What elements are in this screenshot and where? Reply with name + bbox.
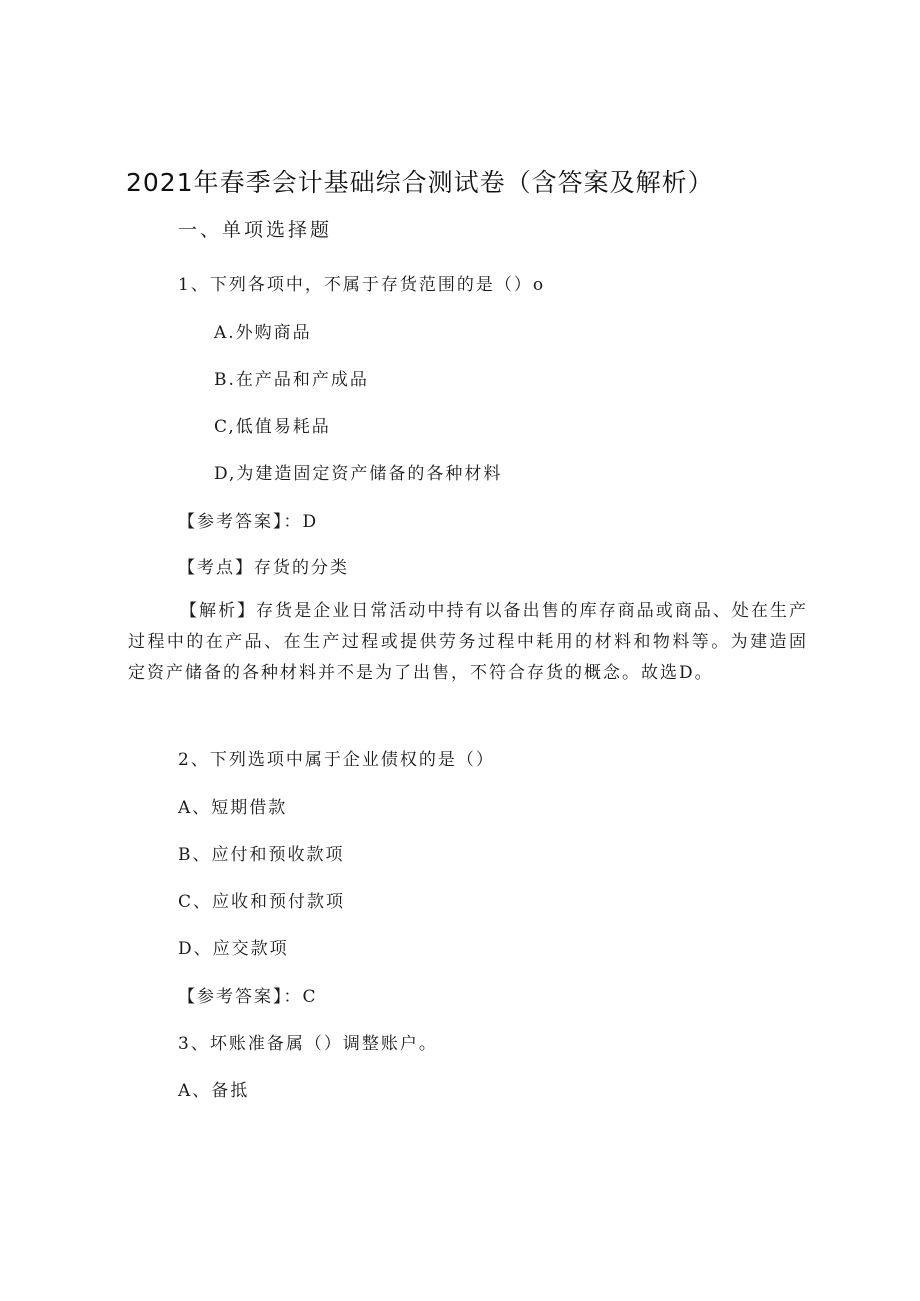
q3-option-a: A、备抵 — [178, 1081, 250, 1101]
question-1: 1、下列各项中，不属于存货范围的是（）o — [178, 275, 546, 295]
q1-option-d: D,为建造固定资产储备的各种材料 — [214, 464, 503, 484]
question-3: 3、坏账准备属（）调整账户。 — [178, 1034, 438, 1054]
q1-analysis-text: 【解析】存货是企业日常活动中持有以备出售的库存商品或商品、处在生产过程中的在产品、在生产过程或提供劳务过程中耗用的材料和物料等。为建造固定资产储备的各种材料并不是为了出售，不符合存货的概念。故选D。 — [128, 601, 808, 683]
question-2: 2、下列选项中属于企业债权的是（） — [178, 750, 495, 770]
q1-option-c: C,低值易耗品 — [214, 417, 331, 437]
q2-option-b: B、应付和预收款项 — [178, 845, 345, 865]
q2-option-c: C、应收和预付款项 — [178, 892, 346, 912]
q2-option-d: D、应交款项 — [178, 939, 289, 959]
q2-option-a: A、短期借款 — [178, 798, 288, 818]
q1-analysis — [128, 596, 808, 689]
q1-answer: 【参考答案】：D — [178, 512, 319, 532]
page-title: 2021年春季会计基础综合测试卷（含答案及解析） — [126, 168, 714, 197]
section-heading: 一、单项选择题 — [178, 219, 333, 241]
q1-option-b: B.在产品和产成品 — [214, 370, 369, 390]
q1-kaodian: 【考点】存货的分类 — [178, 558, 349, 578]
q1-option-a: A.外购商品 — [214, 323, 312, 343]
q2-answer: 【参考答案】：C — [178, 987, 318, 1007]
